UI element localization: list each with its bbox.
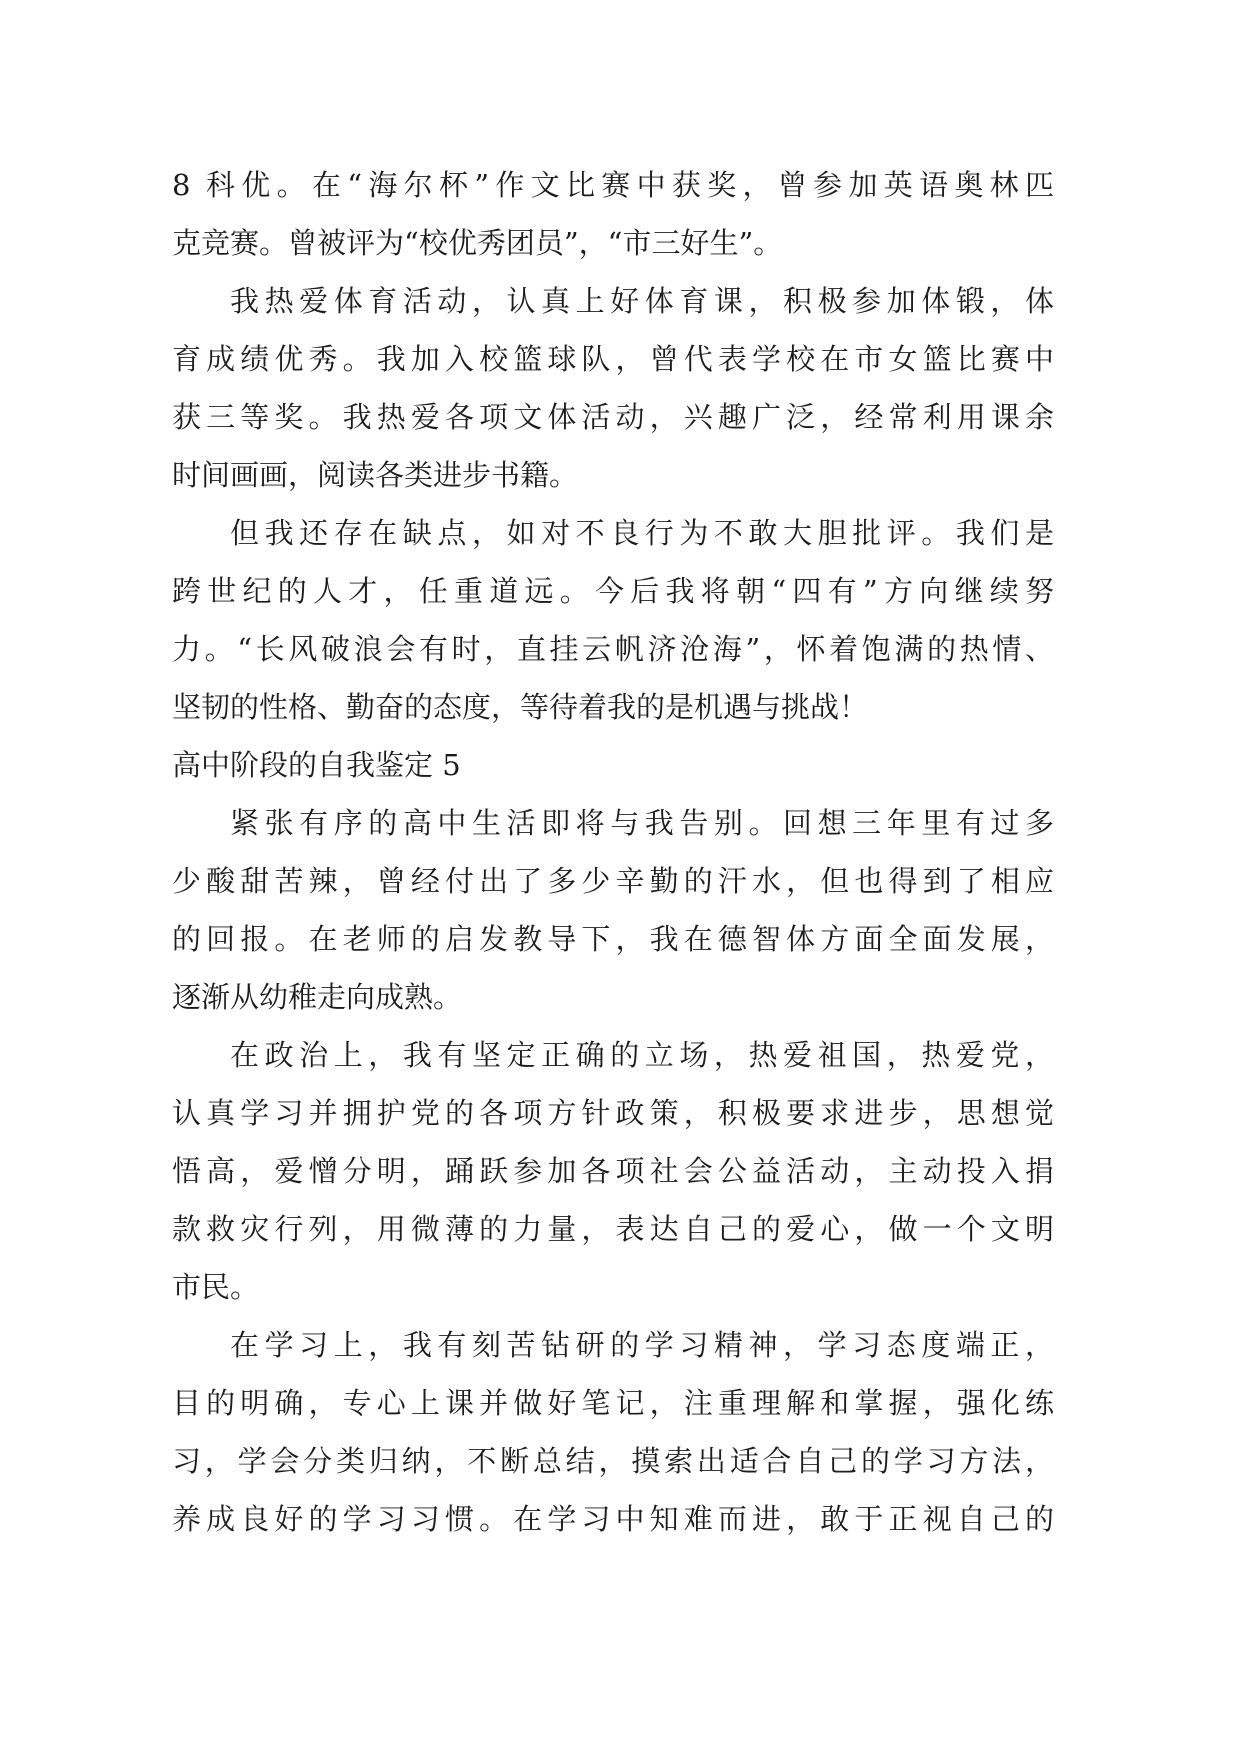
paragraph	[172, 504, 1054, 736]
text-line: 但我还存在缺点，如对不良行为不敢大胆批评。我们是	[230, 516, 1054, 550]
paragraph	[172, 794, 1054, 1026]
text-line: 悟高，爱憎分明，踊跃参加各项社会公益活动，主动投入捐	[172, 1154, 1054, 1188]
text-line: 在政治上，我有坚定正确的立场，热爱祖国，热爱党，	[230, 1038, 1054, 1072]
text-line: 市民。	[172, 1270, 260, 1304]
text-line: 力。“长风破浪会有时，直挂云帆济沧海”，怀着饱满的热情、	[172, 632, 1054, 666]
text-line: 习，学会分类归纳，不断总结，摸索出适合自己的学习方法，	[172, 1444, 1054, 1478]
text-line: 的回报。在老师的启发教导下，我在德智体方面全面发展，	[172, 922, 1054, 956]
text-line: 跨世纪的人才，任重道远。今后我将朝“四有”方向继续努	[172, 574, 1054, 608]
text-line: 8 科优。在“海尔杯”作文比赛中获奖，曾参加英语奥林匹	[172, 168, 1054, 202]
text-line: 少酸甜苦辣，曾经付出了多少辛勤的汗水，但也得到了相应	[172, 864, 1054, 898]
paragraph	[172, 1316, 1054, 1548]
text-line: 款救灾行列，用微薄的力量，表达自己的爱心，做一个文明	[172, 1212, 1054, 1246]
text-line: 克竞赛。曾被评为“校优秀团员”，“市三好生”。	[172, 226, 783, 260]
paragraph	[172, 156, 1054, 272]
text-line: 时间画画，阅读各类进步书籍。	[172, 458, 579, 492]
document-body	[172, 156, 1054, 1548]
text-line: 获三等奖。我热爱各项文体活动，兴趣广泛，经常利用课余	[172, 400, 1054, 434]
text-line: 坚韧的性格、勤奋的态度，等待着我的是机遇与挑战！	[172, 690, 869, 724]
text-line: 育成绩优秀。我加入校篮球队，曾代表学校在市女篮比赛中	[172, 342, 1054, 376]
text-line: 我热爱体育活动，认真上好体育课，积极参加体锻，体	[230, 284, 1054, 318]
text-line: 养成良好的学习习惯。在学习中知难而进，敢于正视自己的	[172, 1502, 1054, 1536]
section-heading: 高中阶段的自我鉴定 5	[172, 748, 461, 782]
paragraph	[172, 1026, 1054, 1316]
text-line: 紧张有序的高中生活即将与我告别。回想三年里有过多	[230, 806, 1054, 840]
text-line: 在学习上，我有刻苦钻研的学习精神，学习态度端正，	[230, 1328, 1054, 1362]
paragraph	[172, 272, 1054, 504]
text-line: 逐渐从幼稚走向成熟。	[172, 980, 463, 1014]
text-line: 认真学习并拥护党的各项方针政策，积极要求进步，思想觉	[172, 1096, 1054, 1130]
text-line: 目的明确，专心上课并做好笔记，注重理解和掌握，强化练	[172, 1386, 1054, 1420]
